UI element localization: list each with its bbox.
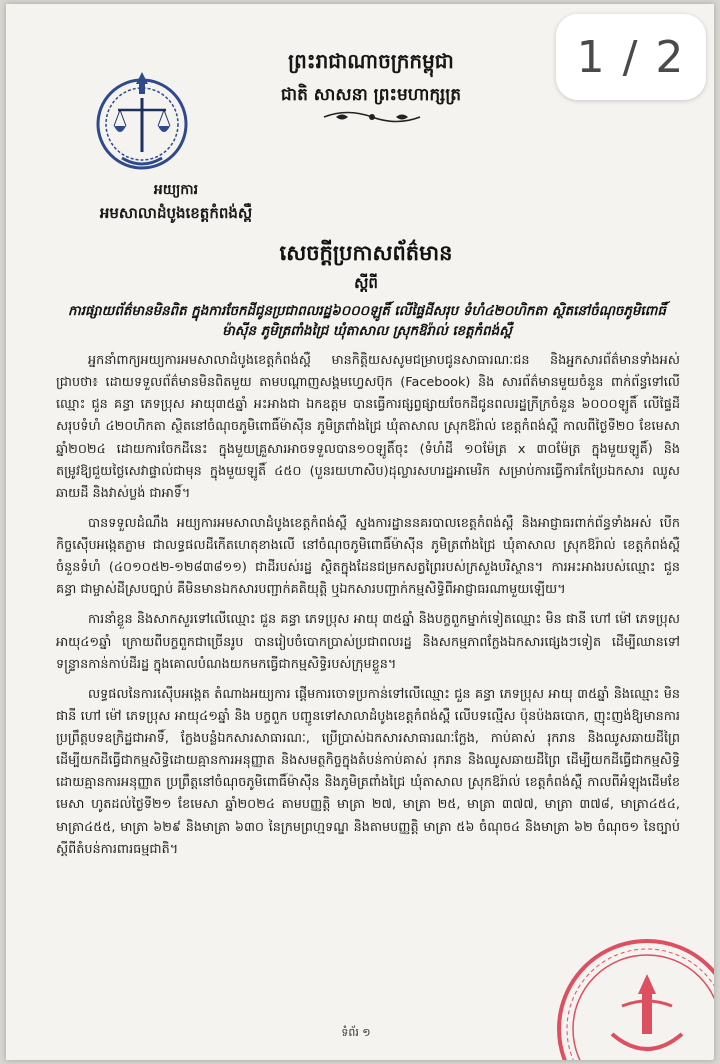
document-title: សេចក្តីប្រកាសព័ត៌មាន xyxy=(279,241,453,265)
kingdom-header xyxy=(226,48,516,109)
kingdom-line-1: ព្រះរាជាណាចក្រកម្ពុជា xyxy=(288,49,454,73)
ornament-divider-icon xyxy=(322,108,422,126)
paragraph: លទ្ធផលនៃការស៊ើបអង្កេត តំណាងអយ្យការ ផ្តើមការចោទប្រកាន់ទៅលើឈ្មោះ ជួន គន្ធា ភេទប្រុស អាយុ ៣៥ឆ្នាំ និងឈ្មោះ មិន ផានី ហៅ ម៉ៅ ភេទប្រុស អាយុ៤១ឆ្នាំ និង បក្ខពួក បញ្ជូនទៅសាលាដំបូងខេត្តកំពង់ស្ពឺ លើបទល្មើស ប៉ុនប៉ងឆបោក, ញុះញង់ឱ្យមានការប្រព្រឹត្តបទឧក្រិដ្ឋជាអាទិ៍, ក្លែងបន្លំឯកសារសាធារណៈ, ប្រើប្រាស់ឯកសារសាធារណៈក្លែង, កាប់គាស់ រុករាន និងឈូសឆាយដីព្រៃ ដើម្បីយកដីធ្វើជាកម្មសិទ្ធិដោយគ្មានការអនុញ្ញាត និងសមត្ថកិច្ចក្នុងតំបន់កាប់គាស់ រុករាន និងឈូសឆាយដីព្រៃ ដើម្បីយកដីធ្វើជាកម្មសិទ្ធិដោយគ្មានការអនុញ្ញាត ប្រព្រឹត្តនៅចំណុចភូមិពោធិ៍ម៉ាស៊ីន និងភូមិត្រពាំងជ្រៃ ឃុំតាសាល ស្រុកឱរ៉ាល់ ខេត្តកំពង់ស្ពឺ កាលពីអំឡុងដើមខែមេសា ហូតដល់ថ្ងៃទី២១ ខែមេសា ឆ្នាំ២០២៤ តាមបញ្ញត្តិ មាត្រា ២៧, មាត្រា ២៥, មាត្រា ៣៧៧, មាត្រា ៣៧៨, មាត្រា៤៥៤, មាត្រា៤៥៥, មាត្រា ៦២៩ និងមាត្រា ៦៣០ នៃក្រមព្រហ្មទណ្ឌ និងតាមបញ្ញត្តិ មាត្រា ៥៦ ចំណុច៤ និងមាត្រា ៦២ ចំណុច១ នៃច្បាប់ស្តីពីតំបន់ការពារធម្មជាតិ។ xyxy=(56,686,680,857)
court-emblem-icon xyxy=(92,66,192,178)
document-page xyxy=(6,4,714,1060)
page-footer: ទំព័រ ១ xyxy=(341,1026,371,1039)
official-seal-icon xyxy=(552,934,714,1060)
subject-label: ស្តីពី xyxy=(354,274,378,292)
paragraph: អ្នកនាំពាក្យអយ្យការអមសាលាដំបូងខេត្តកំពង់ស្ពឺ មានកិត្តិយសសូមជម្រាបជូនសាធារណៈជន និងអ្នកសារព័ត៌មានទាំងអស់ជ្រាបថា៖ ដោយទទួលព័ត៌មានមិនពិតមួយ តាមបណ្តាញសង្គមហ្វេសប៊ុក (Facebook) និង សារព័ត៌មានមួយចំនួន ពាក់ព័ន្ធទៅលើឈ្មោះ ជួន គន្ធា ភេទប្រុស អាយុ៣៥ឆ្នាំ អះអាងជា ឯកឧត្តម បានធ្វើការផ្សព្វផ្សាយចែកដីជូនពលរដ្ឋក្រីក្រចំនួន ៦០០០ឡូតិ៍ លើផ្ទៃដីសរុបទំហំ ៤២០ហិកតា ស្ថិតនៅចំណុចភូមិពោធិ៍ម៉ាស៊ីន ភូមិត្រពាំងជ្រៃ ឃុំតាសាល ស្រុកឱរ៉ាល់ ខេត្តកំពង់ស្ពឺ កាលពីថ្ងៃទី២០ ខែមេសា ឆ្នាំ២០២៤ ដោយការចែកដីនេះ ក្នុងមួយគ្រួសារអាចទទួលបាន១០ឡូតិ៍ចុះ (ទំហំដី ១០ម៉ែត្រ x ៣០ម៉ែត្រ ក្នុងមួយឡូតិ៍) និងតម្រូវឱ្យជួយថ្លៃសេវាផ្ទាល់ជាមុន ក្នុងមួយឡូតិ៍ ៤៥០ (បួនរយហាសិប)ដុល្លារសហរដ្ឋអាមេរិក សម្រាប់ការធ្វើការកែប្រែឯកសារ ឈូសឆាយដី និងវាស់ប្លង់ ជាអាទិ៍។ xyxy=(56,353,680,501)
kingdom-line-2: ជាតិ សាសនា ព្រះមហាក្សត្រ xyxy=(280,85,462,105)
paragraph: បានទទួលដំណឹង អយ្យការអមសាលាដំបូងខេត្តកំពង់ស្ពឺ ស្នងការដ្ឋាននគរបាលខេត្តកំពង់ស្ពឺ និងអាជ្ញាធរពាក់ព័ន្ធទាំងអស់ បើកកិច្ចស៊ើបអង្កេតភ្លាម ជាលទ្ធផលដីកើតហេតុខាងលើ នៅចំណុចភូមិពោធិ៍ម៉ាស៊ីន ភូមិត្រពាំងជ្រៃ ឃុំតាសាល ស្រុកឱរ៉ាល់ ខេត្តកំពង់ស្ពឺ ចំនួនទំហំ (៤០១០៥២-១២៨៣៨១១) ជាដីរបស់រដ្ឋ ស្ថិតក្នុងដែនជម្រកសត្វព្រៃរបស់ក្រសួងបរិស្ថាន។ ការអះអាងរបស់ឈ្មោះ ជួន គន្ធា ជាម្ចាស់ដីស្របច្បាប់ គឺមិនមានឯកសារបញ្ជាក់គតិយុត្តិ ឬឯកសារបញ្ជាក់កម្មសិទ្ធិពីអាជ្ញាធរណាមួយឡើយ។ xyxy=(56,515,680,598)
page-counter-badge[interactable]: 1 / 2 xyxy=(556,14,706,100)
issuing-office xyxy=(56,180,296,226)
document-subject: ការផ្សាយព័ត៌មានមិនពិត ក្នុងការចែកដីជូនប្រជាពលរដ្ឋ៦០០០ឡូតិ៍ លើផ្ទៃដីសរុប ទំហំ៤២០ហិកតា ស្ថិតនៅចំណុចភូមិពោធិ៍ម៉ាស៊ីន ភូមិត្រពាំងជ្រៃ ឃុំតាសាល ស្រុកឱរ៉ាល់ ខេត្តកំពង់ស្ពឺ xyxy=(68,304,666,340)
paragraph: ការនាំខ្លួន និងសាកសួរទៅលើឈ្មោះ ជួន គន្ធា ភេទប្រុស អាយុ ៣៥ឆ្នាំ និងបក្ខពួកម្នាក់ទៀតឈ្មោះ មិន ផានី ហៅ ម៉ៅ ភេទប្រុស អាយុ៤១ឆ្នាំ ក្រោយពីបក្ខពួកជាច្រើនរូប បានរៀបចំបោកប្រាស់ប្រជាពលរដ្ឋ និងសកម្មភាពក្លែងឯកសារផ្សេងៗទៀត ដើម្បីឈានទៅទន្ទ្រានកាន់កាប់ដីរដ្ឋ ក្នុងគោលបំណងយកមកធ្វើជាកម្មសិទ្ធិរបស់ក្រុមខ្លួន។ xyxy=(56,612,680,672)
document-body xyxy=(56,350,680,869)
org-line-2: អមសាលាដំបូងខេត្តកំពង់ស្ពឺ xyxy=(99,204,253,222)
org-line-1: អយ្យការ xyxy=(153,182,199,198)
